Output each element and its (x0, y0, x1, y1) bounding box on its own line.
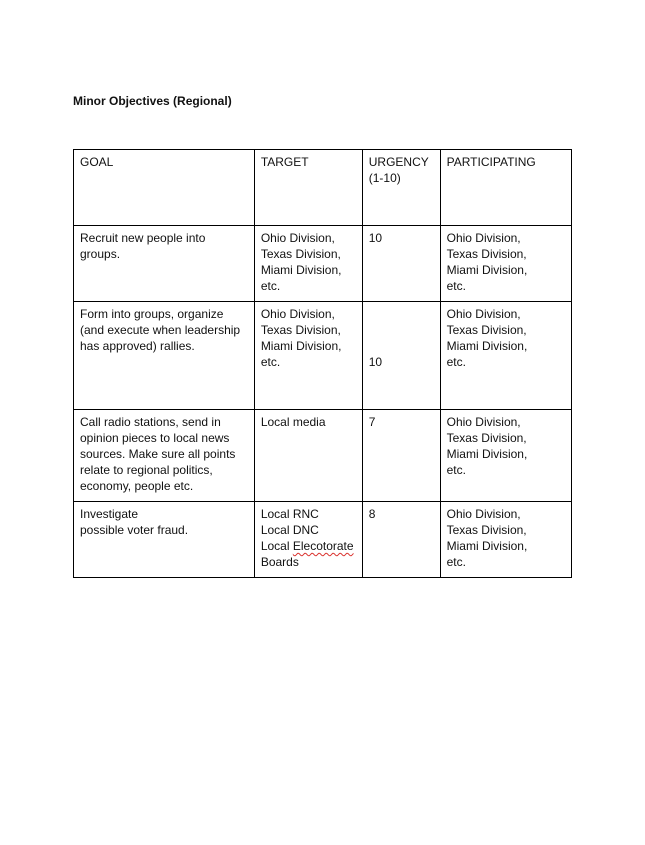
urgency-value: 10 (368, 355, 383, 369)
participating-text: Texas Division, (446, 247, 527, 261)
goal-cell (74, 410, 255, 502)
header-target-label: TARGET (260, 155, 309, 169)
participating-text: Miami Division, (446, 447, 528, 461)
participating-cell (440, 226, 571, 302)
target-cell (254, 410, 362, 502)
target-text: Ohio Division, (260, 307, 335, 321)
urgency-value: 7 (368, 415, 376, 429)
target-text: Local DNC (260, 523, 319, 537)
participating-cell (440, 410, 571, 502)
target-line-3 (261, 538, 357, 554)
section-heading: Minor Objectives (Regional) (73, 94, 232, 108)
target-text: Local media (260, 415, 326, 429)
goal-text: groups. (80, 247, 121, 261)
table-row (74, 410, 572, 502)
participating-text: Miami Division, (446, 339, 528, 353)
target-text: Ohio Division, (260, 231, 335, 245)
participating-cell (440, 502, 571, 578)
urgency-value: 8 (368, 507, 376, 521)
participating-text: etc. (446, 555, 466, 569)
participating-text: Miami Division, (446, 539, 528, 553)
goal-text: economy, people etc. (80, 479, 194, 493)
urgency-cell (362, 302, 440, 410)
participating-text: Ohio Division, (446, 507, 521, 521)
participating-text: Ohio Division, (446, 415, 521, 429)
participating-text: etc. (446, 355, 466, 369)
goal-text: Form into groups, organize (80, 307, 224, 321)
urgency-value: 10 (368, 231, 383, 245)
header-goal-label: GOAL (80, 155, 114, 169)
target-cell (254, 502, 362, 578)
header-participating-label: PARTICIPATING (446, 155, 536, 169)
participating-text: Miami Division, (446, 263, 528, 277)
participating-text: Texas Division, (446, 431, 527, 445)
participating-text: Ohio Division, (446, 307, 521, 321)
goal-text: Recruit new people into (80, 231, 206, 245)
header-urgency-scale: (1-10) (368, 171, 401, 185)
table-row (74, 502, 572, 578)
header-cell-goal (74, 150, 255, 226)
goal-text: possible voter fraud. (80, 523, 189, 537)
table-row (74, 302, 572, 410)
participating-text: Texas Division, (446, 323, 527, 337)
participating-text: etc. (446, 463, 466, 477)
participating-text: etc. (446, 279, 466, 293)
goal-cell (74, 302, 255, 410)
target-text: Local (260, 539, 290, 553)
urgency-cell (362, 502, 440, 578)
target-text: Boards (260, 555, 299, 569)
urgency-spacer (369, 306, 435, 354)
goal-text: Call radio stations, send in (80, 415, 221, 429)
target-text: Texas Division, (260, 247, 341, 261)
target-text: etc. (260, 279, 281, 293)
goal-cell (74, 226, 255, 302)
table-row (74, 226, 572, 302)
target-cell (254, 226, 362, 302)
header-cell-urgency (362, 150, 440, 226)
header-urgency-label: URGENCY (368, 155, 429, 169)
goal-text: opinion pieces to local news (80, 431, 230, 445)
participating-text: Texas Division, (446, 523, 527, 537)
participating-text: Ohio Division, (446, 231, 521, 245)
urgency-cell (362, 226, 440, 302)
target-text: Texas Division, (260, 323, 341, 337)
goal-cell (74, 502, 255, 578)
goal-text: (and execute when leadership (80, 323, 241, 337)
misspelled-word[interactable]: Elecotorate (292, 539, 354, 553)
target-text: Local RNC (260, 507, 319, 521)
goal-text: relate to regional politics, (80, 463, 213, 477)
urgency-cell (362, 410, 440, 502)
header-cell-participating (440, 150, 571, 226)
table-header-row (74, 150, 572, 226)
goal-text: Investigate (80, 507, 139, 521)
participating-cell (440, 302, 571, 410)
target-text: etc. (260, 355, 281, 369)
target-text: Miami Division, (260, 263, 342, 277)
header-cell-target (254, 150, 362, 226)
target-cell (254, 302, 362, 410)
goal-text: has approved) rallies. (80, 339, 195, 353)
objectives-table (73, 149, 572, 578)
target-text: Miami Division, (260, 339, 342, 353)
goal-text: sources. Make sure all points (80, 447, 236, 461)
